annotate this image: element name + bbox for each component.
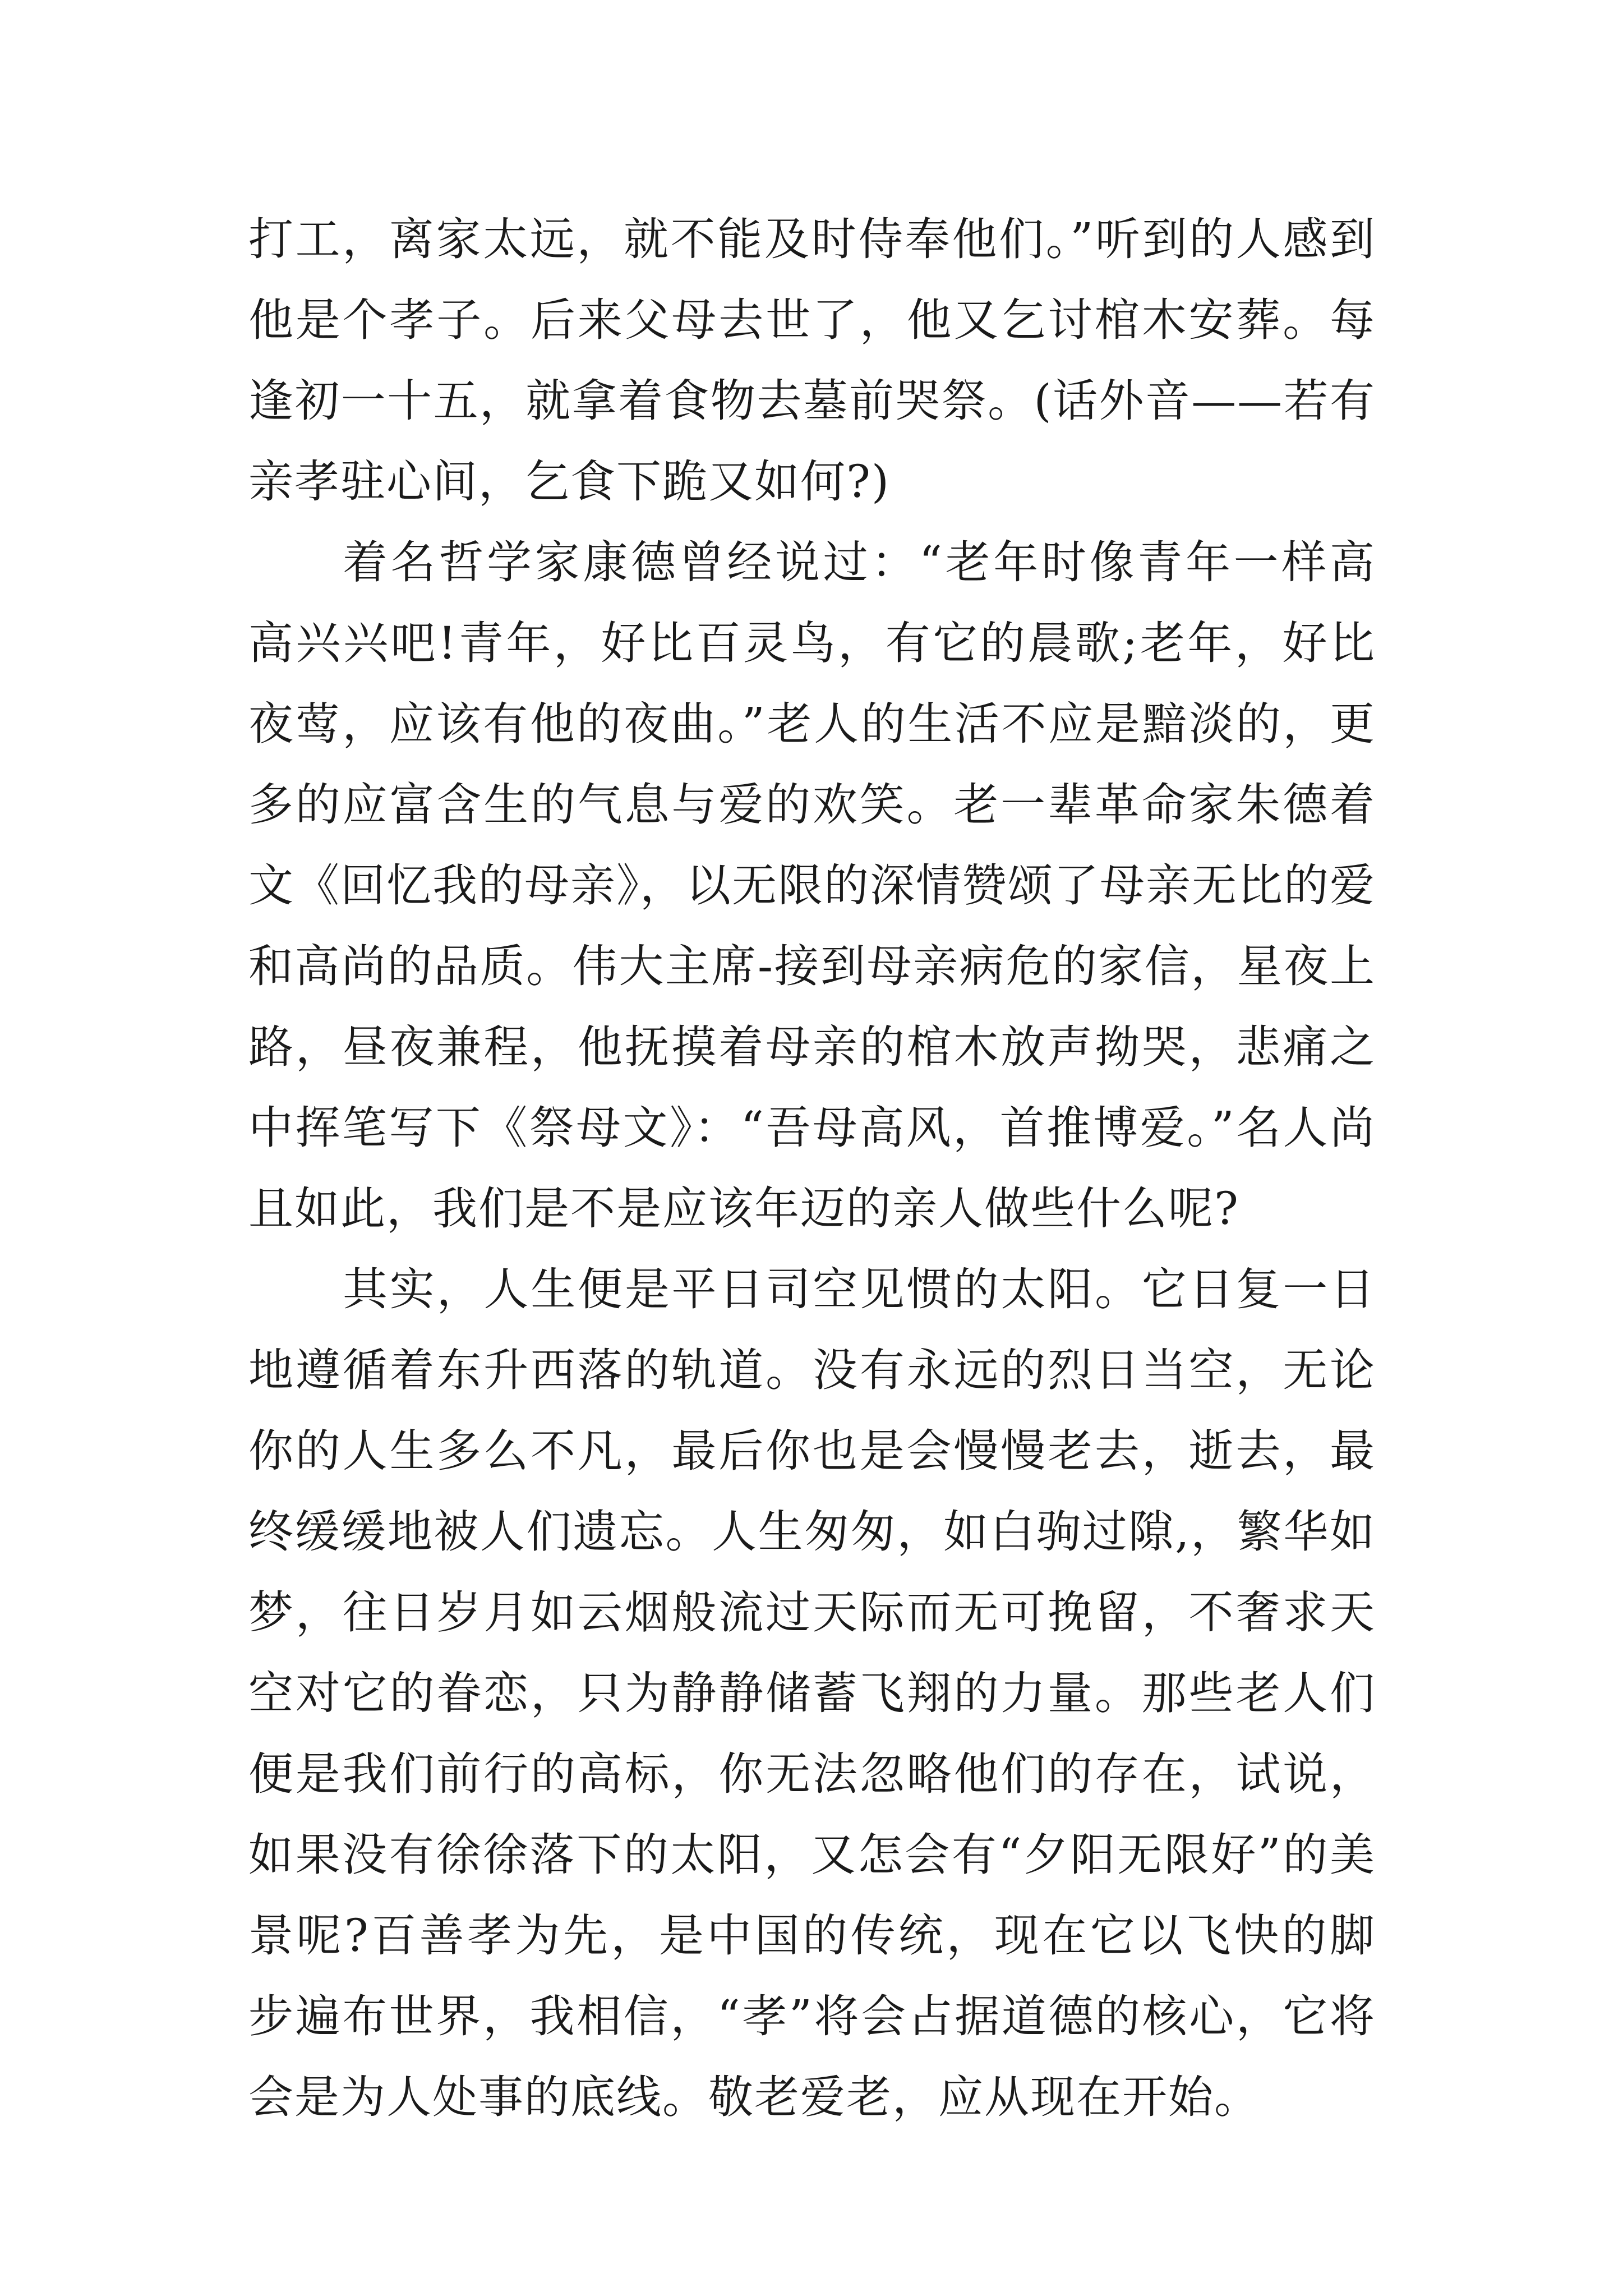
paragraph-1: 打工，离家太远，就不能及时侍奉他们。”听到的人感到他是个孝子。后来父母去世了，他又乞讨棺木安葬。每逢初一十五，就拿着食物去墓前哭祭。(话外音——若有亲孝驻心间，乞食下跪又如何?) bbox=[248, 213, 1376, 508]
paragraph-3: 其实，人生便是平日司空见惯的太阳。它日复一日地遵循着东升西落的轨道。没有永远的烈日当空，无论你的人生多么不凡，最后你也是会慢慢老去，逝去，最终缓缓地被人们遗忘。人生匆匆，如白驹过隙,，繁华如梦，往日岁月如云烟般流过天际而无可挽留，不奢求天空对它的眷恋，只为静静储蓄飞翔的力量。那些老人们便是我们前行的高标，你无法忽略他们的存在，试说，如果没有徐徐落下的太阳，又怎会有“夕阳无限好”的美景呢?百善孝为先，是中国的传统，现在它以飞快的脚步遍布世界，我相信，“孝”将会占据道德的核心，它将会是为人处事的底线。敬老爱老，应从现在开始。 bbox=[248, 1263, 1376, 2123]
body-text bbox=[248, 199, 1376, 2138]
paragraph-2: 着名哲学家康德曾经说过：“老年时像青年一样高高兴兴吧!青年，好比百灵鸟，有它的晨歌;老年，好比夜莺，应该有他的夜曲。”老人的生活不应是黯淡的，更多的应富含生的气息与爱的欢笑。老一辈革命家朱德着文《回忆我的母亲》，以无限的深情赞颂了母亲无比的爱和高尚的品质。伟大主席-接到母亲病危的家信，星夜上路，昼夜兼程，他抚摸着母亲的棺木放声拗哭，悲痛之中挥笔写下《祭母文》：“吾母高风，首推博爱。”名人尚且如此，我们是不是应该年迈的亲人做些什么呢? bbox=[248, 536, 1376, 1235]
